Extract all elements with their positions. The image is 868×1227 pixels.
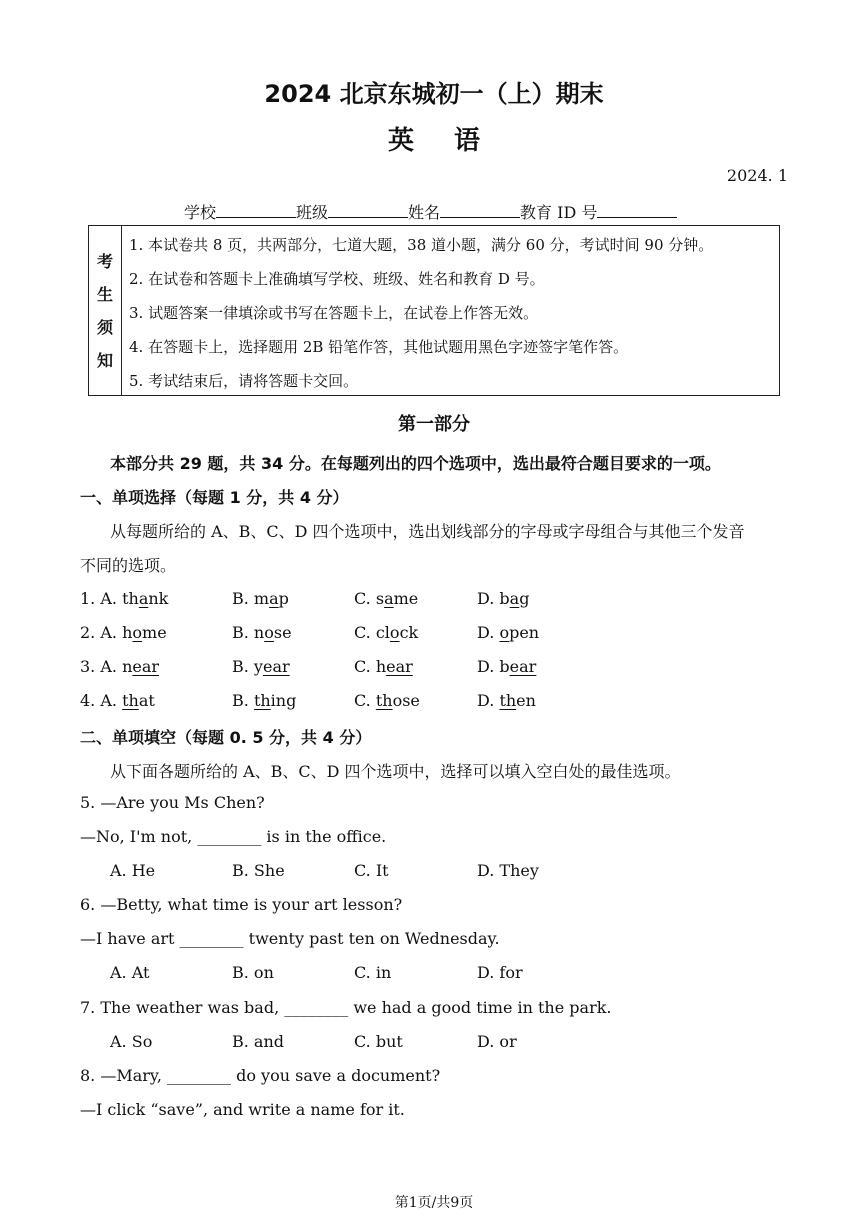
question-1-d: D. bag — [477, 589, 530, 608]
question-4-b: B. thing — [232, 691, 297, 710]
question-1-c: C. same — [354, 589, 419, 608]
page-number: 第1页/共9页 — [394, 1195, 474, 1211]
part-one-title: 第一部分 — [398, 414, 470, 435]
id-blank — [597, 203, 677, 218]
option: A. So — [110, 1032, 153, 1051]
option: B. She — [232, 861, 285, 880]
name-blank — [440, 203, 520, 218]
question-6-response: —I have art ________ twenty past ten on Wednesday. — [80, 929, 500, 948]
option: C. in — [354, 963, 392, 982]
exam-notice-box — [88, 225, 780, 396]
student-info-line — [184, 200, 677, 223]
notice-item: 4. 在答题卡上，选择题用 2B 铅笔作答，其他试题用黑色字迹签字笔作答。 — [129, 338, 629, 356]
question-3-a: 3. A. near — [80, 657, 160, 676]
exam-date: 2024. 1 — [726, 166, 788, 185]
question-3-b: B. year — [232, 657, 290, 676]
notice-heading: 考 生 须 知 — [89, 226, 122, 395]
subject-title: 英语 — [387, 126, 520, 156]
section-two-instruction: 从下面各题所给的 A、B、C、D 四个选项中，选择可以填入空白处的最佳选项。 — [110, 762, 681, 781]
question-1-b: B. map — [232, 589, 289, 608]
exam-title: 2024 北京东城初一（上）期末 — [264, 80, 604, 108]
section-one-instruction-cont: 不同的选项。 — [80, 556, 177, 575]
option: A. At — [110, 963, 150, 982]
question-2-d: D. open — [477, 623, 540, 642]
question-8-response: —I click “save”, and write a name for it. — [80, 1100, 405, 1119]
question-8-prompt: 8. —Mary, ________ do you save a document? — [80, 1066, 441, 1085]
notice-item: 3. 试题答案一律填涂或书写在答题卡上，在试卷上作答无效。 — [129, 304, 539, 322]
question-4-d: D. then — [477, 691, 536, 710]
school-blank — [216, 203, 296, 218]
question-5-response: —No, I'm not, ________ is in the office. — [80, 827, 387, 846]
section-one-title: 一、单项选择（每题 1 分，共 4 分） — [80, 488, 349, 507]
option: C. It — [354, 861, 389, 880]
id-label: 教育 ID 号 — [520, 203, 598, 222]
question-1-a: 1. A. thank — [80, 589, 169, 608]
question-4-a: 4. A. that — [80, 691, 155, 710]
option: B. on — [232, 963, 274, 982]
question-6-prompt: 6. —Betty, what time is your art lesson? — [80, 895, 403, 914]
name-label: 姓名 — [408, 203, 441, 222]
class-label: 班级 — [296, 203, 329, 222]
option: D. or — [477, 1032, 517, 1051]
class-blank — [328, 203, 408, 218]
option: A. He — [110, 861, 156, 880]
option: B. and — [232, 1032, 285, 1051]
notice-item: 5. 考试结束后，请将答题卡交回。 — [129, 372, 359, 390]
part-one-intro: 本部分共 29 题，共 34 分。在每题列出的四个选项中，选出最符合题目要求的一项。 — [110, 454, 721, 473]
question-3-c: C. hear — [354, 657, 413, 676]
question-3-d: D. bear — [477, 657, 537, 676]
notice-item: 1. 本试卷共 8 页，共两部分，七道大题，38 道小题，满分 60 分，考试时间 90 分钟。 — [129, 236, 714, 254]
option: D. for — [477, 963, 523, 982]
option: D. They — [477, 861, 539, 880]
section-two-title: 二、单项填空（每题 0. 5 分，共 4 分） — [80, 728, 372, 747]
question-2-a: 2. A. home — [80, 623, 167, 642]
school-label: 学校 — [184, 203, 217, 222]
question-7-prompt: 7. The weather was bad, ________ we had a good time in the park. — [80, 998, 612, 1017]
question-5-prompt: 5. —Are you Ms Chen? — [80, 793, 265, 812]
section-one-instruction: 从每题所给的 A、B、C、D 四个选项中，选出划线部分的字母或字母组合与其他三个发音 — [110, 522, 745, 541]
question-4-c: C. those — [354, 691, 420, 710]
option: C. but — [354, 1032, 403, 1051]
question-2-c: C. clock — [354, 623, 419, 642]
notice-item: 2. 在试卷和答题卡上准确填写学校、班级、姓名和教育 D 号。 — [129, 270, 545, 288]
question-2-b: B. nose — [232, 623, 292, 642]
